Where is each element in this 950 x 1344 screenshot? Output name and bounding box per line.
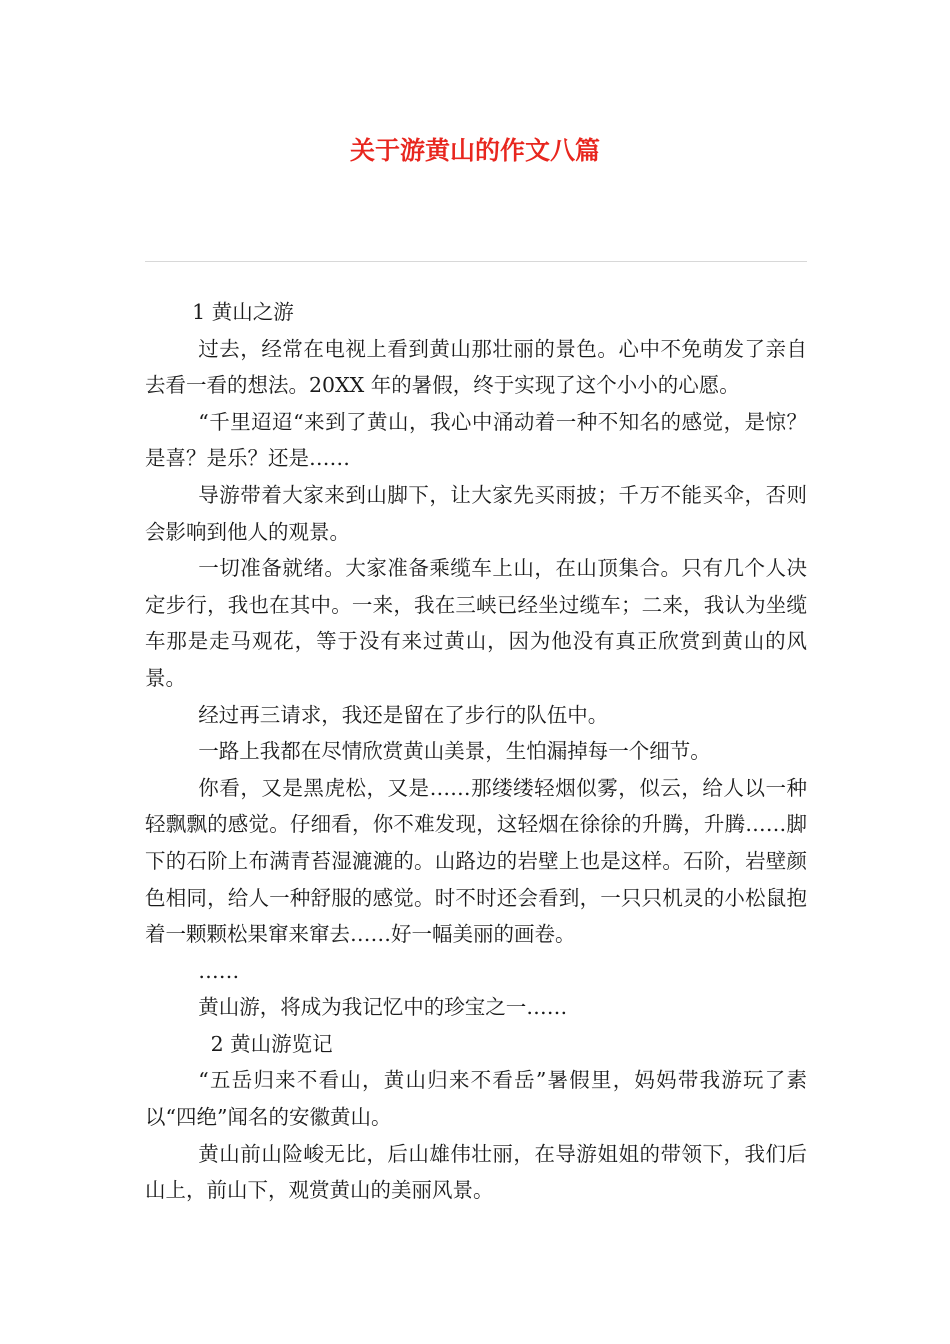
section-heading-2: 2 黄山游览记 <box>210 1031 333 1056</box>
paragraph: 导游带着大家来到山脚下，让大家先买雨披；千万不能买伞，否则会影响到他人的观景。 <box>145 482 807 544</box>
paragraph: “千里迢迢“来到了黄山，我心中涌动着一种不知名的感觉，是惊？是喜？是乐？还是…… <box>145 409 807 471</box>
paragraph: “五岳归来不看山，黄山归来不看岳”暑假里，妈妈带我游玩了素以“四绝”闻名的安徽黄山。 <box>145 1068 807 1130</box>
document-body <box>145 294 807 1209</box>
section-heading-1: 1 黄山之游 <box>192 300 294 324</box>
paragraph: 黄山前山险峻无比，后山雄伟壮丽，在导游姐姐的带领下，我们后山上，前山下，观赏黄山的美丽风景。 <box>145 1141 807 1203</box>
paragraph: 一路上我都在尽情欣赏黄山美景，生怕漏掉每一个细节。 <box>198 739 711 764</box>
title-divider <box>145 261 807 262</box>
document-title: 关于游黄山的作文八篇 <box>349 136 600 165</box>
paragraph: 过去，经常在电视上看到黄山那壮丽的景色。心中不免萌发了亲自去看一看的想法。20XX 年的暑假，终于实现了这个小小的心愿。 <box>145 336 807 398</box>
paragraph: 经过再三请求，我还是留在了步行的队伍中。 <box>198 702 609 727</box>
paragraph: 一切准备就绪。大家准备乘缆车上山，在山顶集合。只有几个人决定步行，我也在其中。一来，我在三峡已经坐过缆车；二来，我认为坐缆车那是走马观花，等于没有来过黄山，因为他没有真正欣赏到黄山的风景。 <box>145 556 807 690</box>
paragraph: 你看，又是黑虎松，又是……那缕缕轻烟似雾，似云，给人以一种轻飘飘的感觉。仔细看，你不难发现，这轻烟在徐徐的升腾，升腾……脚下的石阶上布满青苔湿漉漉的。山路边的岩壁上也是这样。石阶，岩壁颜色相同，给人一种舒服的感觉。时不时还会看到，一只只机灵的小松鼠抱着一颗颗松果窜来窜去……好一幅美丽的画卷。 <box>145 775 807 947</box>
paragraph: 黄山游，将成为我记忆中的珍宝之一…… <box>198 995 568 1020</box>
paragraph-ellipsis: …… <box>198 958 240 983</box>
